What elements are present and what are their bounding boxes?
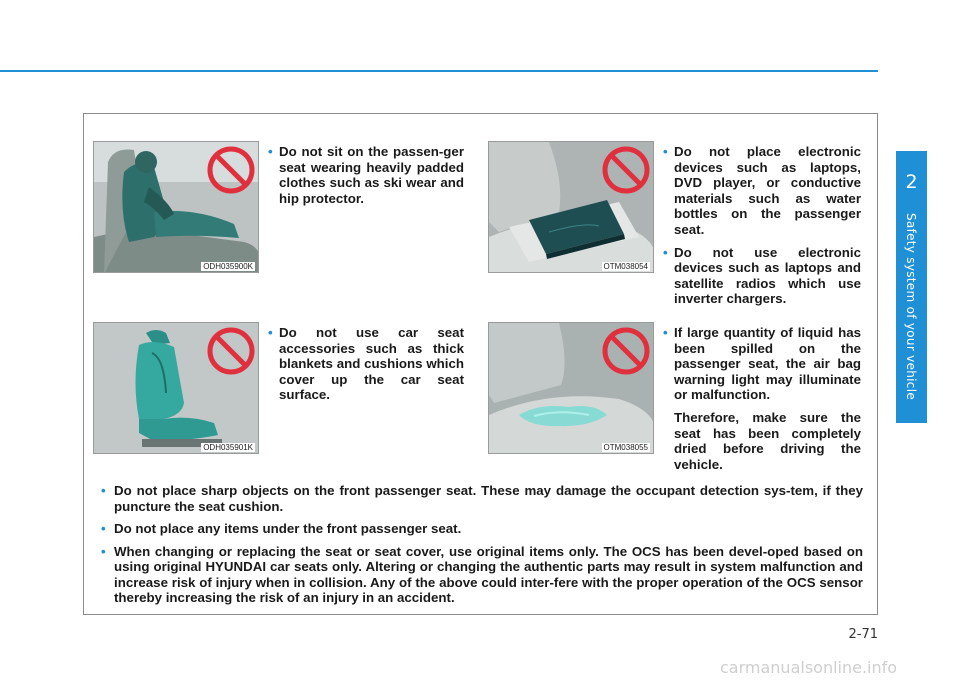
bullet-item: • Do not place any items under the front passenger seat.: [101, 521, 863, 537]
figure-code: ODH035901K: [203, 443, 253, 452]
warning-liquid-spill: [663, 325, 861, 472]
figure-seat-cover: [93, 322, 259, 454]
general-warnings: [101, 483, 863, 613]
warning-electronic-devices: [663, 144, 861, 314]
chapter-number: 2: [905, 171, 918, 193]
prohibition-icon: [601, 145, 651, 195]
note-text: Therefore, make sure the seat has been completely dried before driving the vehicle.: [674, 409, 861, 472]
warning-seat-accessories: [268, 325, 464, 410]
figure-code: OTM038054: [603, 262, 648, 271]
figure-liquid-spill: [488, 322, 654, 454]
figure-code: ODH035900K: [203, 262, 253, 271]
bullet-item: • If large quantity of liquid has been spilled on the passenger seat, the air bag warning light may illuminate or malfunction.: [663, 325, 861, 403]
chapter-tab[interactable]: [896, 151, 927, 423]
warning-padded-clothes: [268, 144, 464, 213]
bullet-item: • Do not use electronic devices such as laptops and satellite radios which use inverter chargers.: [663, 245, 861, 307]
bullet-item: • Do not place electronic devices such as laptops, DVD player, or conductive materials such as water bottles on the passenger seat.: [663, 144, 861, 238]
figure-laptop-on-seat: [488, 141, 654, 273]
bullet-item: • Do not place sharp objects on the front passenger seat. These may damage the occupant detection sys-tem, if they puncture the seat cushion.: [101, 483, 863, 514]
prohibition-icon: [206, 145, 256, 195]
chapter-title: Safety system of your vehicle: [904, 213, 918, 401]
figure-padded-clothes: [93, 141, 259, 273]
bullet-item: • Do not sit on the passen-ger seat wearing heavily padded clothes such as ski wear and hip protector.: [268, 144, 464, 206]
page-number: 2-71: [848, 627, 878, 642]
watermark: carmanualsonline.info: [720, 658, 898, 677]
figure-code: OTM038055: [603, 443, 648, 452]
bullet-item: • When changing or replacing the seat or seat cover, use original items only. The OCS has been devel-oped based on using original HYUNDAI car seats only. Altering or changing the authentic parts may result in system malfunction and increase risk of injury when in collision. Any of the above could inter-fere with the proper operation of the OCS sensor thereby increasing the risk of an injury in an accident.: [101, 544, 863, 606]
bullet-item: • Do not use car seat accessories such as thick blankets and cushions which cover up the car seat surface.: [268, 325, 464, 403]
prohibition-icon: [601, 326, 651, 376]
prohibition-icon: [206, 326, 256, 376]
header-rule: [0, 70, 878, 72]
